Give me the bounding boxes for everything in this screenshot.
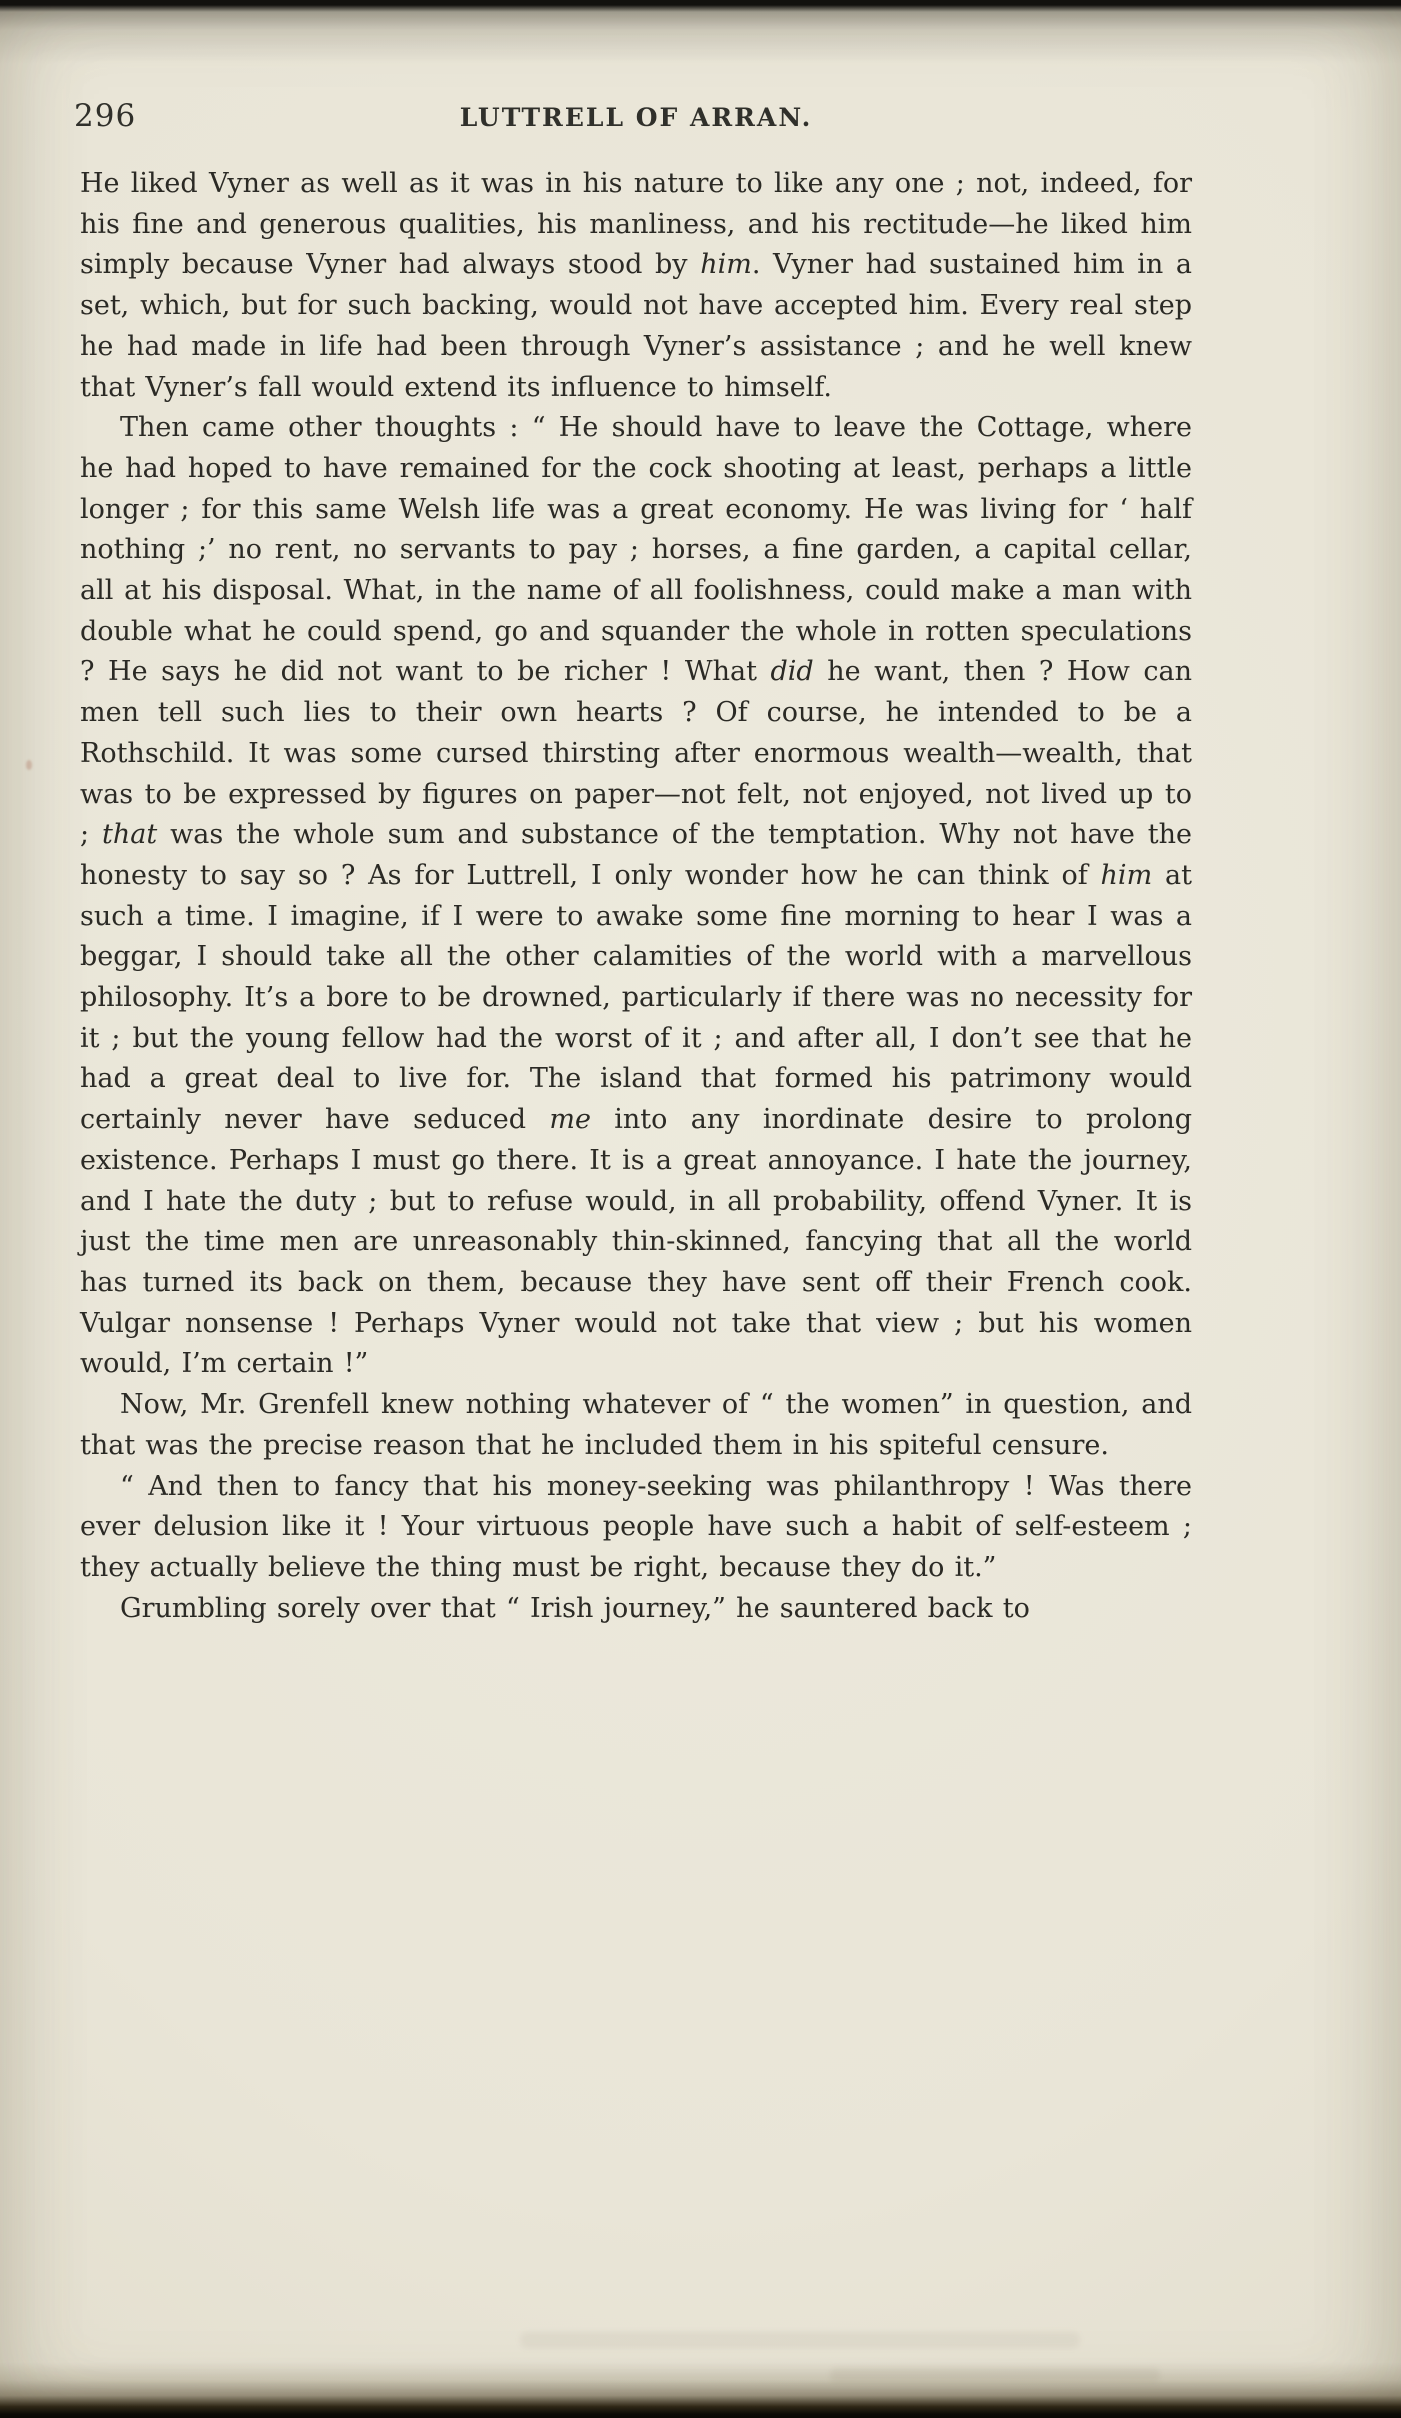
paragraph: Now, Mr. Grenfell knew nothing whatever of “ the women” in question, and that was the precise reason that he included them in his spiteful censure. (80, 1389, 1192, 1461)
running-title: LUTTRELL OF ARRAN. (459, 103, 813, 132)
scan-edge-bottom (0, 2362, 1401, 2418)
page-content (74, 96, 1193, 1629)
scan-artifact (520, 2332, 1080, 2348)
paragraph: Then came other thoughts : “ He should have to leave the Cottage, where he had hoped to have remained for the cock shooting at least, perhaps a little longer ; for this same Welsh life was a great economy. He was living for ‘ half nothing ;’ no rent, no servants to pay ; horses, a fine garden, a capital cellar, all at his disposal. What, in the name of all foolishness, could make a man with double what he could spend, go and squander the whole in rotten speculations ? He says he did not want to be richer ! What did he want, then ? How can men tell such lies to their own hearts ? Of course, he intended to be a Rothschild. It was some cursed thirsting after enormous wealth—wealth, that was to be expressed by figures on paper—not felt, not enjoyed, not lived up to ; that was the whole sum and substance of the temptation. Why not have the honesty to say so ? As for Luttrell, I only wonder how he can think of him at such a time. I imagine, if I were to awake some fine morning to hear I was a beggar, I should take all the other calamities of the world with a marvellous philosophy. It’s a bore to be drowned, particularly if there was no necessity for it ; but the young fellow had the worst of it ; and after all, I don’t see that he had a great deal to live for. The island that formed his patrimony would certainly never have seduced me into any inordinate desire to prolong existence. Perhaps I must go there. It is a great annoyance. I hate the journey, and I hate the duty ; but to refuse would, in all probability, offend Vyner. It is just the time men are unreasonably thin-skinned, fancying that all the world has turned its back on them, because they have sent off their French cook. Vulgar nonsense ! Perhaps Vyner would not take that view ; but his women would, I’m certain !” (80, 412, 1193, 1380)
paragraph: Grumbling sorely over that “ Irish journey,” he sauntered back to (120, 1592, 1030, 1624)
page-number: 296 (74, 98, 137, 134)
page-body (80, 164, 1192, 1629)
paragraph: He liked Vyner as well as it was in his nature to like any one ; not, indeed, for his fine and generous qualities, his manliness, and his rectitude—he liked him simply because Vyner had always stood by him. Vyner had sustained him in a set, which, but for such backing, would not have accepted him. Every real step he had made in life had been through Vyner’s assistance ; and he well knew that Vyner’s fall would extend its influence to himself. (80, 168, 1192, 403)
scan-artifact (830, 2368, 1160, 2382)
page-header (74, 96, 1192, 164)
paragraph: “ And then to fancy that his money-seeking was philanthropy ! Was there ever delusion like it ! Your virtuous people have such a habit of self-esteem ; they actually believe the thing must be right, because they do it.” (80, 1470, 1192, 1583)
scan-edge-top (0, 0, 1401, 64)
scan-artifact (26, 760, 32, 770)
